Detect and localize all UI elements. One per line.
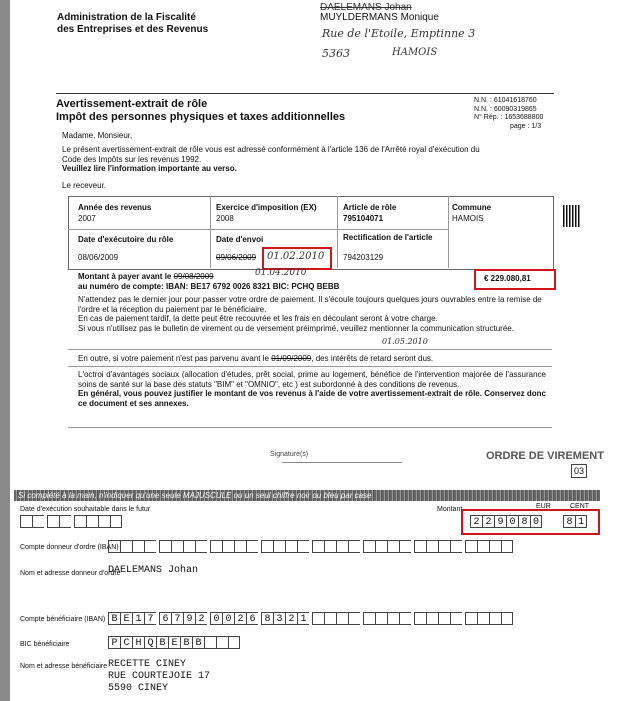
iban-box[interactable]	[336, 540, 348, 553]
bic-char[interactable]: B	[192, 636, 204, 649]
nn-value-2: 60090319865	[493, 105, 537, 113]
social-notice	[78, 370, 546, 408]
signature-line[interactable]	[282, 462, 402, 463]
payment-account: au numéro de compte: IBAN: BE17 6792 0026 8321 BIC: PCHQ BEBB	[78, 282, 340, 291]
article-value: 795104071	[343, 214, 384, 223]
title-line1: Avertissement-extrait de rôle	[56, 98, 208, 110]
commune-label: Commune	[452, 203, 492, 212]
ben-iban-char[interactable]: 9	[183, 612, 195, 625]
ben-iban-char[interactable]: 7	[171, 612, 183, 625]
iban-box[interactable]	[132, 540, 144, 553]
iban-box[interactable]	[171, 540, 183, 553]
bic-box[interactable]	[228, 636, 240, 649]
iban-box[interactable]	[387, 612, 399, 625]
late-text-2: , des intérêts de retard seront dus.	[311, 354, 434, 363]
intro-block	[62, 145, 554, 174]
iban-box[interactable]	[273, 540, 285, 553]
iban-box[interactable]	[312, 612, 324, 625]
notice-rule	[68, 427, 552, 428]
late-rule-top	[68, 349, 552, 350]
page-value: 1/3	[531, 122, 542, 130]
amount-cent-boxes[interactable]	[563, 515, 587, 528]
bic-char[interactable]: B	[180, 636, 192, 649]
intro-bold: Veuillez lire l'information importante au verso.	[62, 164, 237, 173]
iban-box[interactable]	[426, 540, 438, 553]
iban-box[interactable]	[144, 540, 156, 553]
iban-box[interactable]	[438, 540, 450, 553]
iban-box[interactable]	[324, 540, 336, 553]
ben-iban-char[interactable]: 1	[132, 612, 144, 625]
bic-char[interactable]: P	[108, 636, 120, 649]
payer-account-label: Compte donneur d'ordre (IBAN)	[20, 544, 119, 551]
iban-box[interactable]	[501, 540, 513, 553]
iban-box[interactable]	[489, 540, 501, 553]
iban-box[interactable]	[120, 540, 132, 553]
iban-box[interactable]	[324, 612, 336, 625]
date-box[interactable]	[110, 515, 122, 528]
year-value: 2007	[78, 214, 96, 223]
iban-box[interactable]	[234, 540, 246, 553]
sent-date-label: Date d'envoi	[216, 235, 264, 244]
bic-char[interactable]: B	[156, 636, 168, 649]
beneficiary-address[interactable]	[108, 659, 210, 695]
signoff: Le receveur.	[62, 181, 107, 190]
commune-value: HAMOIS	[452, 214, 484, 223]
ben-iban-char[interactable]: 1	[297, 612, 309, 625]
beneficiary-account-boxes[interactable]	[108, 612, 513, 625]
ben-iban-char[interactable]: B	[108, 612, 120, 625]
iban-box[interactable]	[501, 612, 513, 625]
recipient-name: MUYLDERMANS Monique	[320, 12, 439, 23]
exec-date-value: 08/06/2009	[78, 253, 119, 262]
page-label: page :	[510, 122, 530, 130]
amount-due: € 229.080,81	[484, 274, 531, 283]
iban-box[interactable]	[438, 612, 450, 625]
iban-box[interactable]	[489, 612, 501, 625]
ben-line1: RECETTE CINEY	[108, 659, 187, 670]
sender-line2: des Entreprises et des Revenus	[57, 24, 209, 35]
reference-block	[474, 97, 554, 131]
ben-iban-char[interactable]: 0	[222, 612, 234, 625]
payment-note-2: En cas de paiement tardif, la dette peut être recouvrée et les frais en découlant seront à votre charge.	[78, 314, 438, 323]
eur-label: EUR	[536, 503, 551, 510]
nn-label-1: N.N. :	[474, 97, 492, 104]
amount-digit[interactable]: 9	[494, 515, 506, 528]
bic-boxes[interactable]	[108, 636, 240, 649]
table-vline-3	[448, 196, 449, 268]
intro-line2: Code des Impôts sur les revenus 1992.	[62, 154, 202, 164]
recipient-city-handwritten: HAMOIS	[392, 47, 438, 58]
iban-box[interactable]	[312, 540, 324, 553]
payment-note-3: Si vous n'utilisez pas le bulletin de virement ou de versement préimprimé, veuillez mentionner la communication structurée.	[78, 323, 514, 333]
iban-box[interactable]	[414, 540, 426, 553]
recipient-name-struck: DAELEMANS Johan	[320, 2, 412, 13]
iban-box[interactable]	[159, 540, 171, 553]
iban-box[interactable]	[297, 540, 309, 553]
bic-char[interactable]: C	[120, 636, 132, 649]
payer-account-boxes[interactable]	[108, 540, 513, 553]
date-box[interactable]	[20, 515, 32, 528]
iban-box[interactable]	[348, 612, 360, 625]
notice-para-2: En général, vous pouvez justifier le montant de vos revenus à l'aide de votre avertissement-extrait de rôle. Conservez donc ce document et ses annexes.	[78, 389, 546, 408]
nn-label-2: N.N. :	[474, 105, 492, 113]
cent-digit[interactable]: 1	[575, 515, 587, 528]
amount-digit[interactable]: 8	[518, 515, 530, 528]
iban-box[interactable]	[246, 540, 258, 553]
slip-code: 03	[571, 464, 587, 478]
iban-box[interactable]	[426, 612, 438, 625]
amount-label: Montant	[437, 506, 463, 513]
ben-iban-char[interactable]: 2	[285, 612, 297, 625]
bic-label: BIC bénéficiaire	[20, 641, 70, 648]
iban-box[interactable]	[336, 612, 348, 625]
bic-char[interactable]: H	[132, 636, 144, 649]
document-title	[56, 98, 345, 124]
signature-label: Signature(s)	[270, 451, 309, 458]
iban-box[interactable]	[375, 612, 387, 625]
iban-box[interactable]	[450, 540, 462, 553]
nn-value-1: 61041618760	[493, 97, 537, 104]
scan-edge	[0, 0, 10, 701]
iban-box[interactable]	[363, 612, 375, 625]
exec-date-future-label: Date d'exécution souhaitable dans le futur	[20, 506, 151, 513]
iban-box[interactable]	[450, 612, 462, 625]
title-rule	[56, 93, 554, 94]
sent-date-value: 09/06/2009	[216, 253, 257, 262]
article-label: Article de rôle	[343, 203, 397, 212]
amount-digit[interactable]: 2	[470, 515, 482, 528]
ben-iban-char[interactable]: 3	[273, 612, 285, 625]
ben-iban-char[interactable]: 2	[195, 612, 207, 625]
payment-notes	[78, 295, 554, 333]
bic-char[interactable]: Q	[144, 636, 156, 649]
sender-line1: Administration de la Fiscalité	[57, 12, 196, 23]
exec-date-boxes[interactable]	[20, 515, 122, 528]
bic-char[interactable]: E	[168, 636, 180, 649]
iban-box[interactable]	[387, 540, 399, 553]
ben-line2: RUE COURTEJOIE 17	[108, 671, 211, 682]
iban-box[interactable]	[210, 540, 222, 553]
sender-block	[57, 12, 208, 36]
ben-iban-char[interactable]: 7	[144, 612, 156, 625]
late-rule-bottom	[68, 366, 552, 367]
cent-label: CENT	[570, 503, 590, 510]
late-text-1: En outre, si votre paiement n'est pas parvenu avant le	[78, 354, 269, 363]
date-box[interactable]	[86, 515, 98, 528]
bic-box[interactable]	[204, 636, 216, 649]
payment-due-handwritten: 01.04.2010	[255, 268, 307, 278]
iban-box[interactable]	[195, 540, 207, 553]
exercise-value: 2008	[216, 214, 234, 223]
beneficiary-account-label: Compte bénéficiaire (IBAN)	[20, 616, 106, 623]
ben-iban-char[interactable]: 8	[261, 612, 273, 625]
amount-digit[interactable]: 0	[506, 515, 518, 528]
payer-name[interactable]: DAELEMANS Johan	[108, 565, 199, 576]
iban-box[interactable]	[261, 540, 273, 553]
rectification-label: Rectification de l'article	[343, 233, 433, 242]
iban-box[interactable]	[183, 540, 195, 553]
date-box[interactable]	[59, 515, 71, 528]
payment-due-struck: 09/08/2009	[173, 272, 214, 281]
ben-iban-char[interactable]: 6	[159, 612, 171, 625]
payment-due-label: Montant à payer avant le	[78, 272, 172, 281]
amount-digit[interactable]: 2	[482, 515, 494, 528]
iban-box[interactable]	[375, 540, 387, 553]
slip-title: ORDRE DE VIREMENT	[486, 450, 604, 462]
rectification-value: 794203129	[343, 253, 384, 262]
iban-box[interactable]	[108, 540, 120, 553]
iban-box[interactable]	[399, 540, 411, 553]
ben-iban-char[interactable]: 0	[210, 612, 222, 625]
barcode-icon	[563, 205, 581, 227]
title-line2: Impôt des personnes physiques et taxes additionnelles	[56, 111, 346, 123]
amount-eur-boxes[interactable]	[470, 515, 542, 528]
exec-date-label: Date d'exécutoire du rôle	[78, 235, 174, 244]
bic-box[interactable]	[216, 636, 228, 649]
ben-iban-char[interactable]: E	[120, 612, 132, 625]
iban-box[interactable]	[465, 612, 477, 625]
iban-box[interactable]	[399, 612, 411, 625]
iban-box[interactable]	[348, 540, 360, 553]
ref-value: 1653688800	[504, 114, 544, 121]
cent-digit[interactable]: 8	[563, 515, 575, 528]
payer-name-label: Nom et adresse donneur d'ordre	[20, 570, 121, 577]
payment-line1	[78, 272, 214, 281]
iban-box[interactable]	[477, 540, 489, 553]
recipient-street-handwritten: Rue de l'Etoile, Emptinne 3	[322, 27, 476, 40]
iban-box[interactable]	[222, 540, 234, 553]
table-vline-2	[337, 196, 338, 268]
iban-box[interactable]	[285, 540, 297, 553]
amount-digit[interactable]: 0	[530, 515, 542, 528]
late-interest-line	[78, 354, 433, 363]
greeting: Madame, Monsieur,	[62, 131, 133, 140]
date-box[interactable]	[98, 515, 110, 528]
payment-note-1: N'attendez pas le dernier jour pour passer votre ordre de paiement. Il s'écoule toujours quelques jours ouvrables entre la remise de l'ordre et la réception du paiement par le bénéficiaire.	[78, 295, 542, 314]
ben-iban-char[interactable]: 2	[234, 612, 246, 625]
handwritten-date-2: 01.05.2010	[382, 337, 428, 346]
late-date-struck: 01/09/2009	[271, 354, 312, 363]
iban-box[interactable]	[363, 540, 375, 553]
table-vline-1	[210, 196, 211, 268]
ref-label: N° Rép. :	[474, 114, 503, 121]
notice-para-1: L'octroi d'avantages sociaux (allocation d'études, prêt social, prime au logement, bénéfice de l'intervention majorée de l'assurance soins de santé sur la base des statuts "BIM" et "OMNIO", etc ) est subordonné à des conditions de revenus.	[78, 370, 546, 389]
date-box[interactable]	[47, 515, 59, 528]
ben-iban-char[interactable]: 6	[246, 612, 258, 625]
recipient-postal-handwritten: 5363	[322, 47, 350, 60]
table-divider	[68, 229, 448, 230]
beneficiary-name-label: Nom et adresse bénéficiaire	[20, 663, 108, 670]
iban-box[interactable]	[465, 540, 477, 553]
iban-box[interactable]	[477, 612, 489, 625]
date-box[interactable]	[32, 515, 44, 528]
year-label: Année des revenus	[78, 203, 152, 212]
exercise-label: Exercice d'imposition (EX)	[216, 203, 317, 212]
ben-line3: 5590 CINEY	[108, 683, 169, 694]
iban-box[interactable]	[414, 612, 426, 625]
intro-line1: Le présent avertissement-extrait de rôle vous est adressé conformément à l'article 136 de l'Arrêté royal d'exécution du	[62, 145, 480, 154]
instruction-stripe: Si complété à la main, n'indiquer qu'une seule MAJUSCULE ou un seul chiffre noir ou bleu par case	[14, 490, 600, 501]
date-box[interactable]	[74, 515, 86, 528]
sent-date-handwritten: 01.02.2010	[267, 251, 325, 262]
